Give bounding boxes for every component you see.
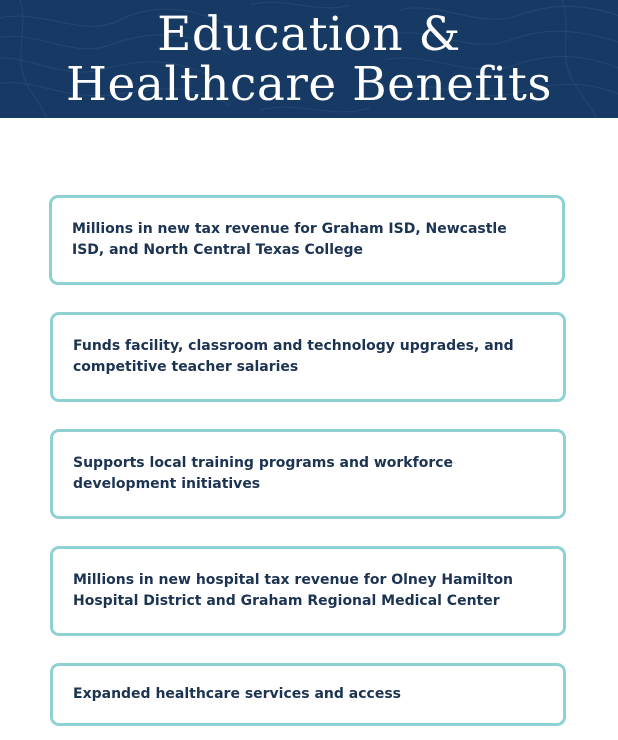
benefit-card-workforce-training xyxy=(50,429,566,519)
title-line-1: Education & xyxy=(157,7,461,62)
title-line-2: Healthcare Benefits xyxy=(66,57,552,112)
benefit-card-facility-upgrades xyxy=(50,312,566,402)
benefit-text: Millions in new tax revenue for Graham ISD, Newcastle ISD, and North Central Texas College xyxy=(72,221,507,258)
benefit-card-healthcare-access xyxy=(50,663,566,726)
benefit-card-hospital-tax-revenue xyxy=(50,546,566,636)
page-title xyxy=(0,7,618,112)
benefit-text: Millions in new hospital tax revenue for Olney Hamilton Hospital District and Graham Regional Medical Center xyxy=(73,572,514,609)
benefit-card-school-tax-revenue xyxy=(49,195,565,285)
benefit-text: Expanded healthcare services and access xyxy=(73,686,402,702)
benefit-text: Funds facility, classroom and technology upgrades, and competitive teacher salaries xyxy=(73,338,514,375)
header-banner xyxy=(0,0,618,118)
benefit-text: Supports local training programs and workforce development initiatives xyxy=(73,455,454,492)
